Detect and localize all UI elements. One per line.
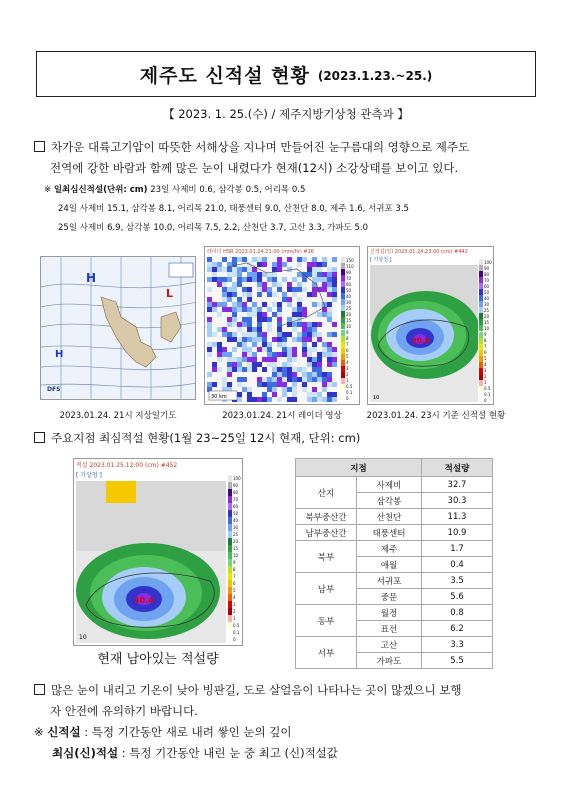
legend-swatch (228, 608, 232, 615)
table-cell-station: 고산 (357, 637, 422, 653)
table-cell-station: 산천단 (357, 509, 422, 525)
legend-label: 90 (346, 269, 352, 275)
snow-map2-field (76, 481, 226, 643)
legend-entry (228, 510, 243, 517)
legend-entry (228, 580, 243, 587)
table-row (296, 541, 493, 557)
intro-line-2: 전역에 강한 바람과 함께 많은 눈이 내렸다가 현재(12시) 소강상태를 보이고 있다. (50, 161, 459, 175)
weather-chart-caption: 2023.01.24. 21시 지상일기도 (59, 411, 177, 421)
legend-label: 9 (484, 332, 487, 338)
legend-swatch (228, 622, 232, 629)
snow-map1-agency: [ 기상청 ] (370, 257, 392, 263)
legend-entry (228, 475, 243, 482)
table-header-row (296, 459, 493, 477)
table-cell-region: 남부중산간 (296, 525, 357, 541)
daily-heading: 일최심신적설(단위: cm) (53, 185, 148, 195)
table-cell-station: 중문 (357, 589, 422, 605)
table-cell-region: 서부 (296, 637, 357, 669)
note-marker: ※ (34, 725, 44, 739)
legend-swatch (228, 552, 232, 559)
def-max-snow: : 특정 기간동안 내린 눈 중 최고 (신)적설값 (118, 746, 338, 760)
table-cell-region: 산지 (296, 477, 357, 509)
legend-swatch (228, 503, 232, 510)
def-new-snow: : 특정 기간동안 새로 내려 쌓인 눈의 깊이 (80, 725, 292, 739)
table-cell-region: 남부 (296, 573, 357, 605)
legend-label: 4 (484, 362, 487, 368)
legend-entry (228, 482, 243, 489)
legend-label: 25 (346, 305, 352, 311)
legend-entry (228, 636, 243, 643)
legend-swatch (228, 559, 232, 566)
legend-entry (228, 622, 243, 629)
legend-label: 4 (346, 360, 349, 366)
table-cell-station: 삼각봉 (357, 493, 422, 509)
snow-map1-scale-label: 10 (373, 395, 380, 401)
table-cell-station: 서귀포 (357, 573, 422, 589)
table-row (296, 637, 493, 653)
legend-label: 5 (233, 588, 236, 593)
legend-swatch (228, 538, 232, 545)
legend-label: 60 (233, 504, 239, 509)
legend-entry (228, 503, 243, 510)
legend-label: 70 (346, 275, 352, 281)
snow-map2-scale-label: 10 (79, 634, 87, 641)
legend-swatch (228, 636, 232, 643)
table-row (296, 605, 493, 621)
legend-label: 15 (233, 546, 239, 551)
legend-entry (228, 552, 243, 559)
radar-field (207, 257, 337, 402)
table-row (296, 509, 493, 525)
table-row (296, 525, 493, 541)
legend-label: 9 (233, 560, 236, 565)
table-cell-value: 1.7 (422, 541, 493, 557)
table-cell-value: 5.5 (422, 653, 493, 669)
table-cell-value: 6.2 (422, 621, 493, 637)
legend-label: 8 (233, 567, 236, 572)
legend-label: 1 (346, 378, 349, 384)
legend-label: 8 (484, 338, 487, 344)
legend-label: 2 (233, 609, 236, 614)
legend-label: 0.5 (233, 623, 240, 628)
legend-label: 150 (346, 257, 354, 263)
legend-label: 10 (233, 553, 239, 558)
table-cell-value: 11.3 (422, 509, 493, 525)
legend-label: 30 (346, 299, 352, 305)
legend-label: 6 (346, 348, 349, 354)
legend-label: 100 (233, 476, 241, 481)
legend-label: 0 (484, 398, 487, 404)
legend-entry (228, 587, 243, 594)
legend-swatch (228, 496, 232, 503)
table-cell-value: 0.8 (422, 605, 493, 621)
svg-text:L: L (166, 287, 174, 300)
legend-label: 25 (484, 307, 490, 313)
legend-label: 15 (346, 317, 352, 323)
legend-label: 6 (233, 581, 236, 586)
legend-label: 2 (484, 374, 487, 380)
legend-swatch (228, 531, 232, 538)
checkbox-bullet-icon (34, 141, 45, 152)
legend-swatch (228, 573, 232, 580)
legend-label: 0 (346, 396, 349, 402)
legend-label: 110 (346, 263, 354, 269)
legend-label: 70 (484, 277, 490, 283)
legend-swatch (228, 580, 232, 587)
snow-map2-agency: [ 기상청 ] (76, 472, 102, 479)
legend-label: 8 (346, 336, 349, 342)
intro-line-1: 차가운 대륙고기압이 따뜻한 서해상을 지나며 만들어진 눈구름대의 영향으로 제주도 (34, 137, 544, 158)
legend-label: 30 (484, 301, 490, 307)
daily-snow-block (44, 181, 544, 238)
legend-label: 30 (233, 525, 239, 530)
legend-entry (228, 531, 243, 538)
definition-1 (34, 722, 544, 743)
table-header-value: 적설량 (422, 459, 493, 477)
legend-label: 40 (484, 295, 490, 301)
legend-label: 70 (233, 497, 239, 502)
legend-label: 0 (233, 637, 236, 642)
section2-title: 주요지점 최심적설 현황(1월 23~25일 12시 현재, 단위: cm) (34, 428, 544, 449)
snow-map2-caption: 현재 남아있는 적설량 (97, 652, 219, 667)
table-cell-station: 월정 (357, 605, 422, 621)
legend-swatch (228, 615, 232, 622)
legend-swatch (228, 601, 232, 608)
snow-map1-caption: 2023.01.24. 23시 기준 신적설 현황 (366, 411, 506, 421)
legend-label: 6 (484, 350, 487, 356)
legend-swatch (228, 489, 232, 496)
radar-color-legend (341, 257, 359, 402)
legend-label: 60 (346, 281, 352, 287)
legend-label: 15 (484, 319, 490, 325)
snow-depth-table (295, 458, 493, 669)
daily-snow-line-24: 24일 사제비 15.1, 삼각봉 8.1, 어리목 21.0, 태풍센터 9.0, 산천단 8.0, 제주 1.6, 서귀포 3.5 (58, 204, 409, 214)
legend-label: 0.1 (346, 390, 353, 396)
daily-snow-line-23 (44, 181, 544, 200)
legend-label: 10 (484, 325, 490, 331)
legend-entry (228, 566, 243, 573)
legend-entry (228, 629, 243, 636)
daily-day23: 23일 사제비 0.6, 삼각봉 0.5, 어리목 0.5 (150, 185, 306, 195)
snow-map1-field (370, 265, 478, 402)
legend-label: 25 (233, 532, 239, 537)
snow-map1-color-legend (479, 259, 494, 404)
table-cell-station: 표선 (357, 621, 422, 637)
legend-entry (479, 398, 494, 404)
legend-label: 7 (346, 342, 349, 348)
legend-label: 80 (484, 271, 490, 277)
table-cell-value: 3.5 (422, 573, 493, 589)
legend-swatch (228, 517, 232, 524)
legend-swatch (228, 587, 232, 594)
page-title: 제주도 신적설 현황 (139, 64, 310, 87)
legend-entry (228, 615, 243, 622)
table-cell-value: 32.7 (422, 477, 493, 493)
legend-swatch (228, 510, 232, 517)
legend-label: 20 (484, 313, 490, 319)
legend-swatch (228, 524, 232, 531)
table-cell-station: 사제비 (357, 477, 422, 493)
legend-label: 7 (484, 344, 487, 350)
title-period: (2023.1.23.~25.) (317, 69, 433, 83)
radar-caption: 2023.01.24. 21시 레이더 영상 (222, 411, 342, 421)
legend-label: 1 (484, 380, 487, 386)
issuer-line: 【 2023. 1. 25.(수) / 제주지방기상청 관측과 】 (163, 107, 409, 121)
legend-entry (341, 396, 359, 402)
table-cell-region: 북부중산간 (296, 509, 357, 525)
legend-entry (228, 545, 243, 552)
legend-label: 0.5 (484, 386, 491, 392)
legend-label: 10 (346, 323, 352, 329)
checkbox-bullet-icon (34, 684, 45, 695)
snow-table-wrapper (295, 458, 493, 669)
legend-label: 7 (233, 574, 236, 579)
table-cell-value: 0.4 (422, 557, 493, 573)
definition-2 (34, 743, 544, 764)
legend-label: 50 (484, 289, 490, 295)
legend-entry (228, 601, 243, 608)
legend-entry (228, 496, 243, 503)
legend-label: 3 (346, 366, 349, 372)
radar-scale-label: 30 km (211, 394, 227, 400)
legend-label: 3 (233, 602, 236, 607)
legend-entry (228, 517, 243, 524)
daily-marker: ※ (44, 185, 52, 195)
legend-label: 20 (346, 311, 352, 317)
legend-label: 90 (484, 265, 490, 271)
legend-label: 90 (233, 483, 239, 488)
svg-text:H: H (55, 349, 64, 360)
term-max-snow: 최심(신)적설 (52, 746, 119, 760)
table-cell-station: 애월 (357, 557, 422, 573)
closing-line-2: 자 안전에 유의하기 바랍니다. (50, 704, 198, 718)
legend-swatch (228, 594, 232, 601)
new-snow-map-1 (367, 246, 494, 405)
legend-label: 5 (484, 356, 487, 362)
table-cell-value: 30.3 (422, 493, 493, 509)
legend-label: 2 (346, 372, 349, 378)
legend-swatch (479, 398, 483, 404)
snow-map2-header: 적설 2023.01.25.12:00 (cm) #452 (76, 462, 178, 469)
legend-label: 100 (484, 259, 492, 265)
table-cell-station: 제주 (357, 541, 422, 557)
legend-label: 20 (233, 539, 239, 544)
table-cell-station: 태풍센터 (357, 525, 422, 541)
legend-swatch (228, 629, 232, 636)
legend-label: 40 (233, 518, 239, 523)
svg-text:H: H (86, 271, 97, 285)
legend-entry (228, 594, 243, 601)
legend-swatch (228, 475, 232, 482)
legend-label: 50 (233, 511, 239, 516)
closing-paragraph (34, 680, 544, 722)
table-row (296, 573, 493, 589)
table-header-station: 지점 (296, 459, 422, 477)
checkbox-bullet-icon (34, 432, 45, 443)
legend-label: 9 (346, 330, 349, 336)
legend-entry (228, 559, 243, 566)
radar-image (204, 246, 360, 405)
title-box (36, 51, 536, 97)
legend-label: 60 (484, 283, 490, 289)
legend-label: 1 (233, 616, 236, 621)
legend-label: 3 (484, 368, 487, 374)
legend-label: 50 (346, 287, 352, 293)
intro-paragraph (34, 137, 544, 179)
legend-label: 5 (346, 354, 349, 360)
legend-entry (228, 608, 243, 615)
table-cell-region: 동부 (296, 605, 357, 637)
legend-entry (228, 538, 243, 545)
definitions (34, 722, 544, 764)
legend-swatch (228, 566, 232, 573)
legend-swatch (228, 545, 232, 552)
daily-snow-line-25: 25일 사제비 6.9, 삼각봉 10.0, 어리목 7.5, 2.2, 산천단 3.7, 고산 3.3, 가파도 5.0 (58, 223, 368, 233)
legend-label: 0.1 (233, 630, 240, 635)
legend-label: 40 (346, 293, 352, 299)
table-cell-value: 10.9 (422, 525, 493, 541)
table-cell-value: 3.3 (422, 637, 493, 653)
term-new-snow: 신적설 (47, 725, 81, 739)
legend-label: 4 (233, 595, 236, 600)
radar-header: 레이더 HSR 2023.01.24.21:00 (mm/hr) #16 (207, 249, 314, 255)
table-row (296, 477, 493, 493)
legend-entry (228, 524, 243, 531)
surface-weather-chart (40, 256, 196, 400)
legend-label: 0.1 (484, 392, 491, 398)
table-cell-station: 가파도 (357, 653, 422, 669)
snow-map1-header: 신적설(일) 2023.01.24.23:00 (cm) #442 (370, 249, 468, 255)
legend-swatch (228, 482, 232, 489)
weather-chart-graphic (41, 257, 196, 400)
table-cell-region: 북부 (296, 541, 357, 573)
legend-entry (228, 573, 243, 580)
legend-label: 80 (233, 490, 239, 495)
current-snow-map (73, 458, 243, 646)
legend-label: 0.5 (346, 384, 353, 390)
snow-map2-center-value: 30.4 (134, 596, 154, 605)
closing-line-1: 많은 눈이 내리고 기온이 낮아 빙판길, 도로 살얼음이 나타나는 곳이 많겠으니 보행 (34, 680, 544, 701)
legend-swatch (341, 396, 345, 402)
snow-map1-center-value: 20.8 (412, 337, 430, 345)
table-cell-value: 5.6 (422, 589, 493, 605)
snow-map2-color-legend (228, 475, 243, 643)
legend-entry (228, 489, 243, 496)
dfs-logo: DFS (47, 386, 61, 393)
